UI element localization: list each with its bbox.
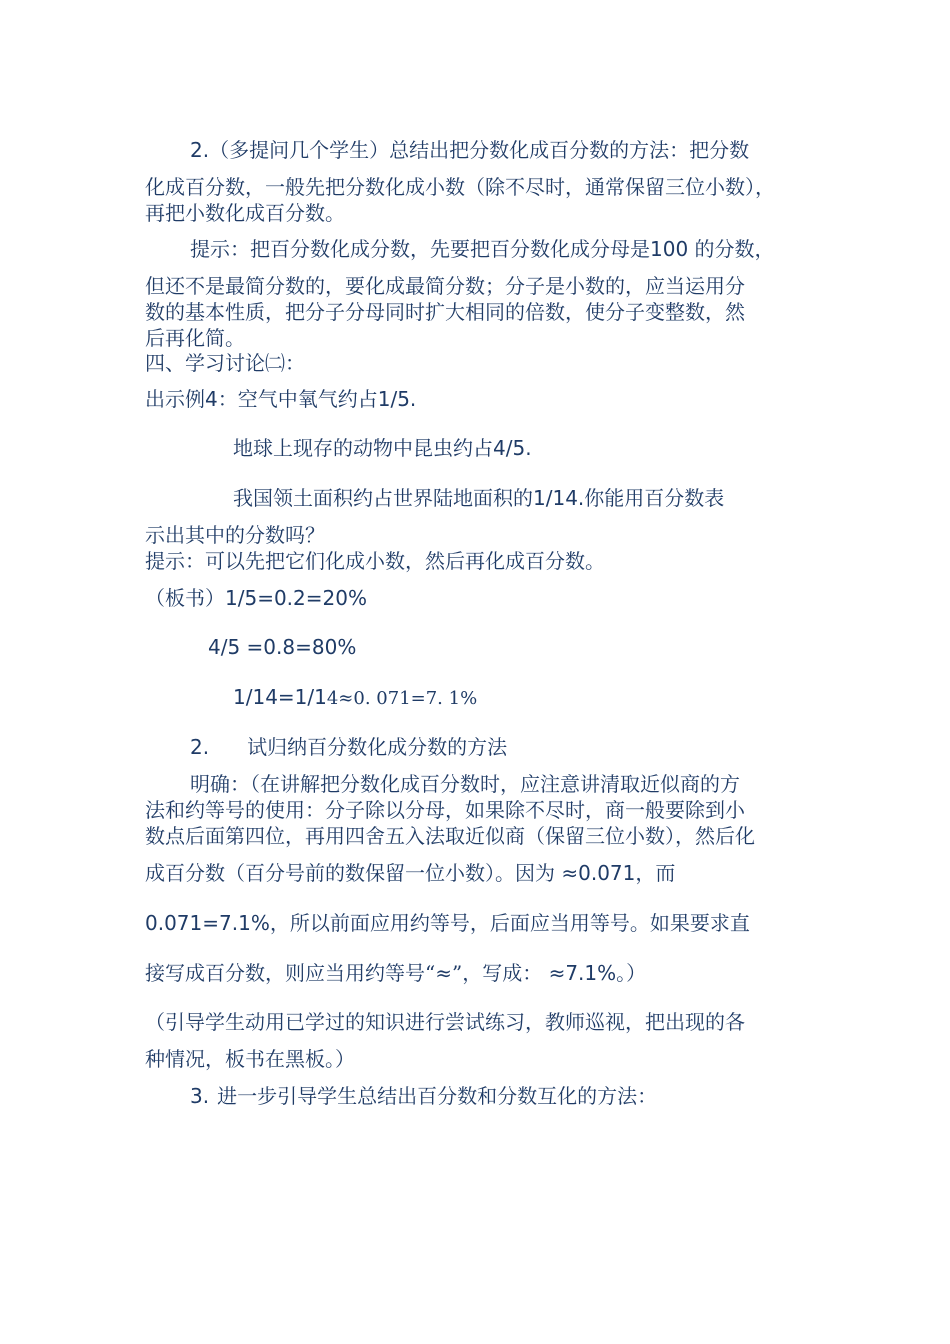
- section-heading: 四、学习讨论㈡：: [145, 351, 305, 375]
- paragraph-line: 示出其中的分数吗？: [145, 523, 325, 547]
- board-line: （板书）1/5=0.2=20%: [145, 586, 367, 610]
- example-line: 地球上现存的动物中昆虫约占4/5.: [233, 436, 532, 460]
- paragraph-line: 2.（多提问几个学生）总结出把分数化成百分数的方法：把分数: [190, 138, 750, 162]
- paragraph-line: 提示：把百分数化成分数，先要把百分数化成分母是100 的分数，: [190, 237, 775, 261]
- paragraph-line: （引导学生动用已学过的知识进行尝试练习，教师巡视，把出现的各: [145, 1010, 745, 1034]
- paragraph-line: 化成百分数，一般先把分数化成小数（除不尽时，通常保留三位小数），: [145, 175, 775, 199]
- board-line: 1/14=1/14≈0. 071=7. 1%: [233, 685, 478, 709]
- paragraph-line: 明确：（在讲解把分数化成百分数时，应注意讲清取近似商的方: [190, 772, 740, 796]
- paragraph-line: 但还不是最简分数的，要化成最简分数；分子是小数的，应当运用分: [145, 274, 745, 298]
- paragraph-line: 法和约等号的使用：分子除以分母，如果除不尽时，商一般要除到小: [145, 798, 745, 822]
- board-line: 4/5 =0.8=80%: [208, 635, 357, 659]
- paragraph-line: 成百分数（百分号前的数保留一位小数）。因为 ≈0.071，而: [145, 861, 676, 885]
- numbered-item: 2. 试归纳百分数化成分数的方法: [190, 735, 508, 759]
- paragraph-line: 再把小数化成百分数。: [145, 201, 345, 225]
- paragraph-line: 后再化简。: [145, 326, 245, 350]
- paragraph-line: 0.071=7.1%，所以前面应用约等号，后面应当用等号。如果要求直: [145, 911, 750, 935]
- paragraph-line: 接写成百分数，则应当用约等号“≈”，写成： ≈7.1%。）: [145, 961, 647, 985]
- paragraph-line: 数点后面第四位，再用四舍五入法取近似商（保留三位小数），然后化: [145, 824, 755, 848]
- example-line: 出示例4：空气中氧气约占1/5.: [145, 387, 417, 411]
- paragraph-line: 提示：可以先把它们化成小数，然后再化成百分数。: [145, 549, 605, 573]
- paragraph-line: 数的基本性质，把分子分母同时扩大相同的倍数，使分子变整数，然: [145, 300, 745, 324]
- example-line: 我国领土面积约占世界陆地面积的1/14.你能用百分数表: [233, 486, 725, 510]
- numbered-item: 3. 进一步引导学生总结出百分数和分数互化的方法：: [190, 1084, 658, 1108]
- paragraph-line: 种情况，板书在黑板。）: [145, 1047, 355, 1071]
